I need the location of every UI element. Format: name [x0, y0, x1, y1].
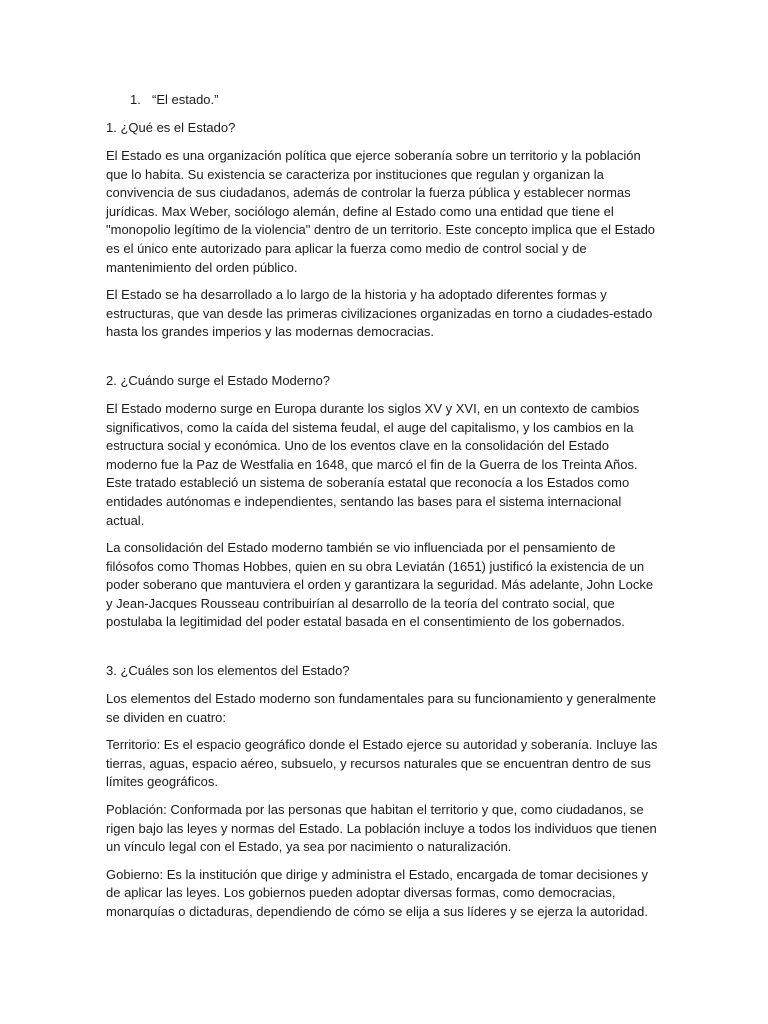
- paragraph: La consolidación del Estado moderno también se vio influenciada por el pensamiento de filósofos como Thomas Hobbes, quien en su obra Leviatán (1651) justificó la existencia de un poder soberano que mantuviera el orden y garantizara la seguridad. Más adelante, John Locke y Jean-Jacques Rousseau contribuirían al desarrollo de la teoría del contrato social, que postulaba la legitimidad del poder estatal basada en el consentimiento de los gobernados.: [106, 540, 654, 630]
- section-heading-1: 1. ¿Qué es el Estado?: [106, 120, 236, 135]
- spacer: [106, 641, 662, 661]
- title-number: 1.: [130, 92, 141, 107]
- section-heading-3: 3. ¿Cuáles son los elementos del Estado?: [106, 663, 350, 679]
- section-heading-2: 2. ¿Cuándo surge el Estado Moderno?: [106, 372, 331, 388]
- document-page: [106, 90, 662, 931]
- paragraph: Territorio: Es el espacio geográfico donde el Estado ejerce su autoridad y soberanía. Incluye las tierras, aguas, espacio aéreo, subsuelo, y recursos naturales que se encuentran dentro de sus límites geográficos.: [106, 737, 658, 790]
- paragraph: Población: Conformada por las personas que habitan el territorio y que, como ciudadanos, se rigen bajo las leyes y normas del Estado. La población incluye a todos los individuos que tienen un vínculo legal con el Estado, ya sea por nacimiento o naturalización.: [106, 802, 657, 855]
- paragraph: El Estado se ha desarrollado a lo largo de la historia y ha adoptado diferentes formas y estructuras, que van desde las primeras civilizaciones organizadas en torno a ciudades-estado hasta los grandes imperios y las modernas democracias.: [106, 287, 653, 340]
- document-title: [130, 90, 662, 110]
- paragraph: Gobierno: Es la institución que dirige y administra el Estado, encargada de tomar decisiones y de aplicar las leyes. Los gobiernos pueden adoptar diversas formas, como democracias, monarquías o dictaduras, dependiendo de cómo se elija a sus líderes y se ejerza la autoridad.: [106, 866, 648, 919]
- paragraph: El Estado es una organización política que ejerce soberanía sobre un territorio y la población que lo habita. Su existencia se caracteriza por instituciones que regulan y organizan la convivencia de sus ciudadanos, además de controlar la fuerza pública y establecer normas jurídicas. Max Weber, sociólogo alemán, define al Estado como una entidad que tiene el "monopolio legítimo de la violencia" dentro de un territorio. Este concepto implica que el Estado es el único ente autorizado para aplicar la fuerza como medio de control social y de mantenimiento del orden público.: [106, 148, 656, 275]
- paragraph: El Estado moderno surge en Europa durante los siglos XV y XVI, en un contexto de cambios significativos, como la caída del sistema feudal, el auge del capitalismo, y los cambios en la estructura social y económica. Uno de los eventos clave en la consolidación del Estado moderno fue la Paz de Westfalia en 1648, que marcó el fin de la Guerra de los Treinta Años. Este tratado estableció un sistema de soberanía estatal que reconocía a los Estados como entidades autónomas e independientes, sentando las bases para el sistema internacional actual.: [106, 400, 640, 528]
- spacer: [106, 351, 662, 371]
- paragraph: Los elementos del Estado moderno son fundamentales para su funcionamiento y generalmente se dividen en cuatro:: [106, 691, 656, 725]
- title-text: “El estado.”: [152, 92, 219, 107]
